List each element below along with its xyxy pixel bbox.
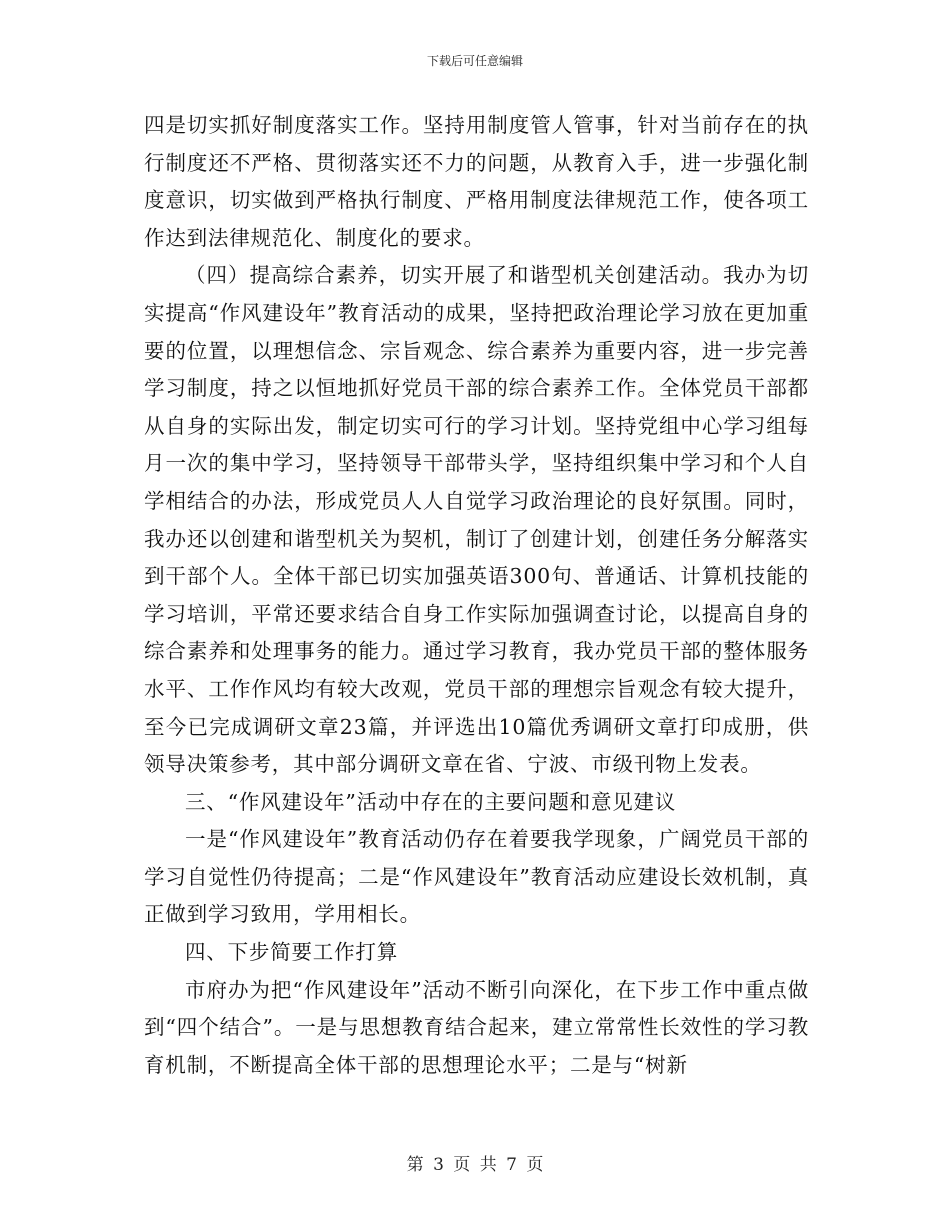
paragraph-4: 一是“作风建设年”教育活动仍存在着要我学现象，广阔党员干部的学习自觉性仍待提高；二是“作风建设年”教育活动应建设长效机制，真正做到学习致用，学用相长。	[144, 827, 809, 927]
document-body	[144, 107, 809, 1084]
section-heading-3: 三、“作风建设年”活动中存在的主要问题和意见建议	[185, 789, 677, 814]
page-number: 第 3 页 共 7 页	[406, 1155, 544, 1175]
paragraph-6: 市府办为把“作风建设年”活动不断引向深化，在下步工作中重点做到“四个结合”。一是与思想教育结合起来，建立常常性长效性的学习教育机制，不断提高全体干部的思想理论水平；二是与“树新	[144, 977, 809, 1077]
section-heading-4: 四、下步简要工作打算	[185, 940, 398, 965]
paragraph-1: 四是切实抓好制度落实工作。坚持用制度管人管事，针对当前存在的执行制度还不严格、贯彻落实还不力的问题，从教育入手，进一步强化制度意识，切实做到严格执行制度、严格用制度法律规范工作，使各项工作达到法律规范化、制度化的要求。	[144, 113, 809, 250]
page-header: 下载后可任意编辑	[426, 54, 523, 68]
paragraph-2: （四）提高综合素养，切实开展了和谐型机关创建活动。我办为切实提高“作风建设年”教育活动的成果，坚持把政治理论学习放在更加重要的位置，以理想信念、宗旨观念、综合素养为重要内容，进一步完善学习制度，持之以恒地抓好党员干部的综合素养工作。全体党员干部都从自身的实际出发，制定切实可行的学习计划。坚持党组中心学习组每月一次的集中学习，坚持领导干部带头学，坚持组织集中学习和个人自学相结合的办法，形成党员人人自觉学习政治理论的良好氛围。同时，我办还以创建和谐型机关为契机，制订了创建计划，创建任务分解落实到干部个人。全体干部已切实加强英语300句、普通话、计算机技能的学习培训，平常还要求结合自身工作实际加强调查讨论，以提高自身的综合素养和处理事务的能力。通过学习教育，我办党员干部的整体服务水平、工作作风均有较大改观，党员干部的理想宗旨观念有较大提升，至今已完成调研文章23篇，并评选出10篇优秀调研文章打印成册，供领导决策参考，其中部分调研文章在省、宁波、市级刊物上发表。	[144, 263, 809, 777]
